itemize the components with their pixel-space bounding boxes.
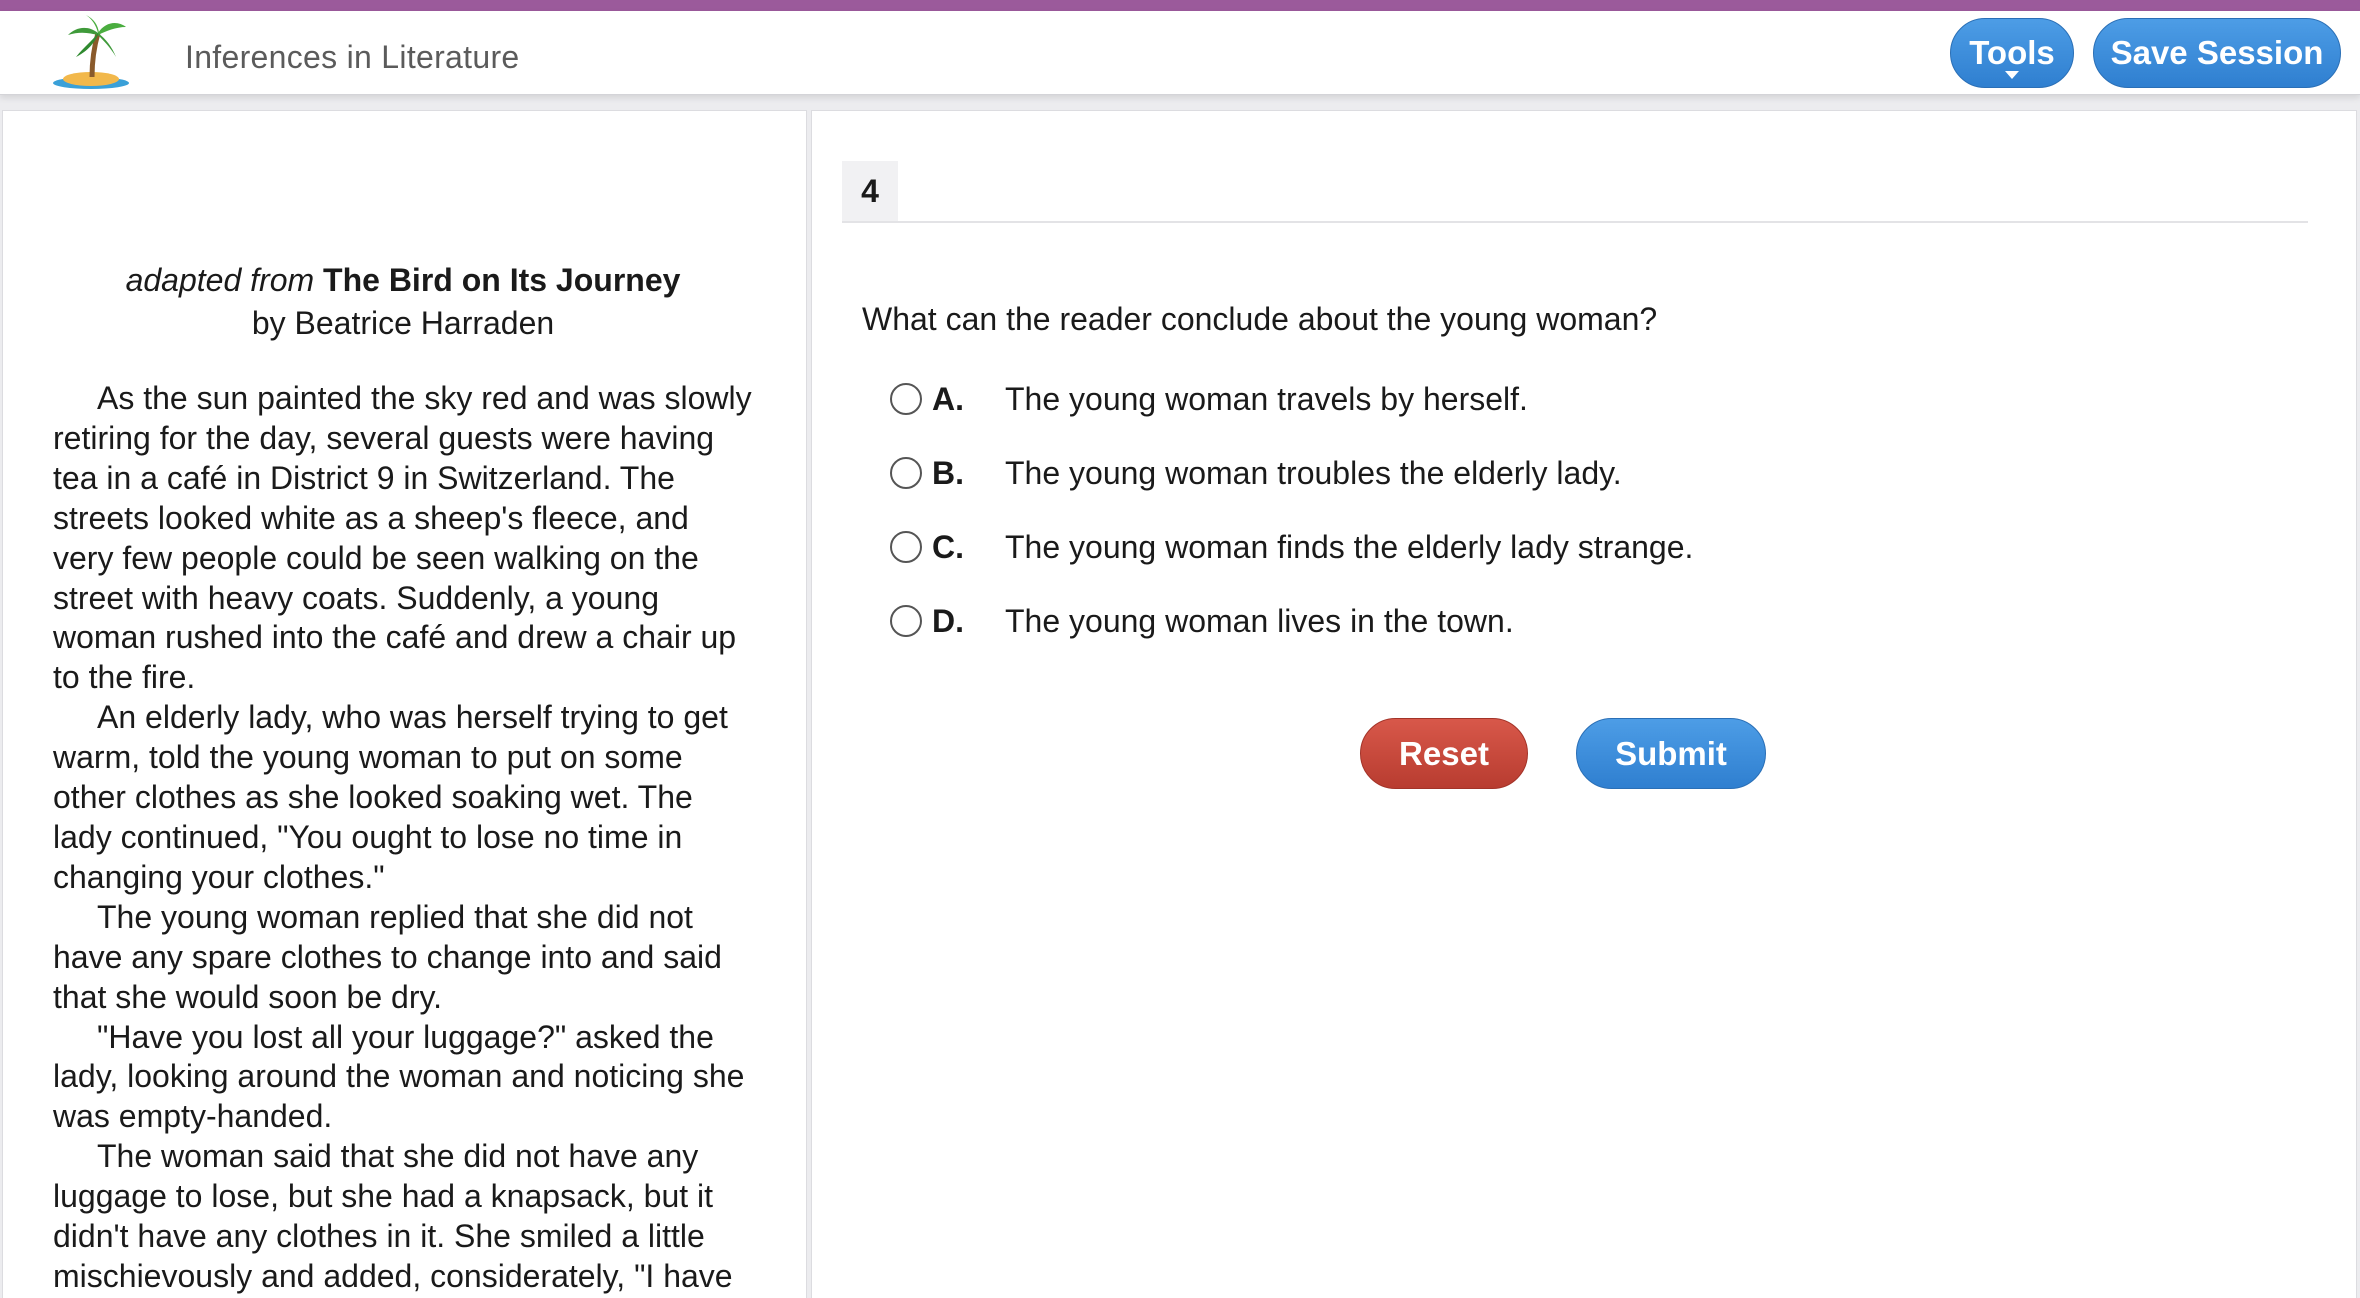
radio-button[interactable] (890, 531, 922, 563)
question-panel (811, 110, 2357, 1298)
option-text: The young woman travels by herself. (1005, 380, 1528, 417)
passage-byline: by Beatrice Harraden (251, 305, 555, 341)
app-header (0, 11, 2360, 95)
question-prompt: What can the reader conclude about the young woman? (862, 301, 1658, 337)
top-accent-strip (0, 0, 2360, 11)
passage-heading (3, 259, 803, 345)
app-title: Inferences in Literature (185, 39, 520, 75)
option-letter: B. (932, 454, 964, 491)
question-number: 4 (842, 161, 898, 221)
answer-option-a[interactable] (890, 374, 1790, 424)
option-text: The young woman lives in the town. (1005, 602, 1514, 639)
radio-button[interactable] (890, 383, 922, 415)
passage-panel (2, 110, 807, 1298)
submit-button[interactable]: Submit (1576, 718, 1766, 789)
answer-option-b[interactable] (890, 448, 1790, 498)
question-divider (842, 221, 2308, 223)
option-letter: C. (932, 528, 964, 565)
radio-button[interactable] (890, 457, 922, 489)
tools-button[interactable] (1950, 18, 2074, 88)
answer-option-c[interactable] (890, 522, 1790, 572)
passage-adapted-label: adapted from (125, 262, 315, 298)
passage-paragraph: An elderly lady, who was herself trying to get warm, told the young woman to put on some other clothes as she looked soaking wet. The lady continued, "You ought to lose no time in changing your clothes." (53, 699, 728, 895)
tools-button-label: Tools (1969, 34, 2055, 71)
passage-title: The Bird on Its Journey (323, 262, 681, 298)
option-text: The young woman troubles the elderly lady. (1005, 454, 1622, 491)
option-letter: A. (932, 380, 964, 417)
save-session-button[interactable]: Save Session (2093, 18, 2341, 88)
passage-body (53, 379, 753, 1297)
reset-button[interactable]: Reset (1360, 718, 1528, 789)
palm-island-logo-icon (48, 13, 134, 91)
option-text: The young woman finds the elderly lady strange. (1005, 528, 1694, 565)
passage-paragraph: The woman said that she did not have any luggage to lose, but she had a knapsack, but it didn't have any clothes in it. She smiled a little mischievously and added, considerately, "I have (53, 1138, 733, 1294)
passage-paragraph: The young woman replied that she did not have any spare clothes to change into and said that she would soon be dry. (53, 898, 722, 1015)
chevron-down-icon (2005, 71, 2019, 79)
answer-option-d[interactable] (890, 596, 1790, 646)
passage-paragraph: As the sun painted the sky red and was slowly retiring for the day, several guests were having tea in a café in District 9 in Switzerland. The streets looked white as a sheep's fleece, and very few people could be seen walking on the street with heavy coats. Suddenly, a young woman rushed into the café and drew a chair up to the fire. (53, 380, 752, 696)
passage-paragraph: "Have you lost all your luggage?" asked the lady, looking around the woman and noticing she was empty-handed. (53, 1018, 745, 1135)
option-letter: D. (932, 602, 964, 639)
radio-button[interactable] (890, 605, 922, 637)
